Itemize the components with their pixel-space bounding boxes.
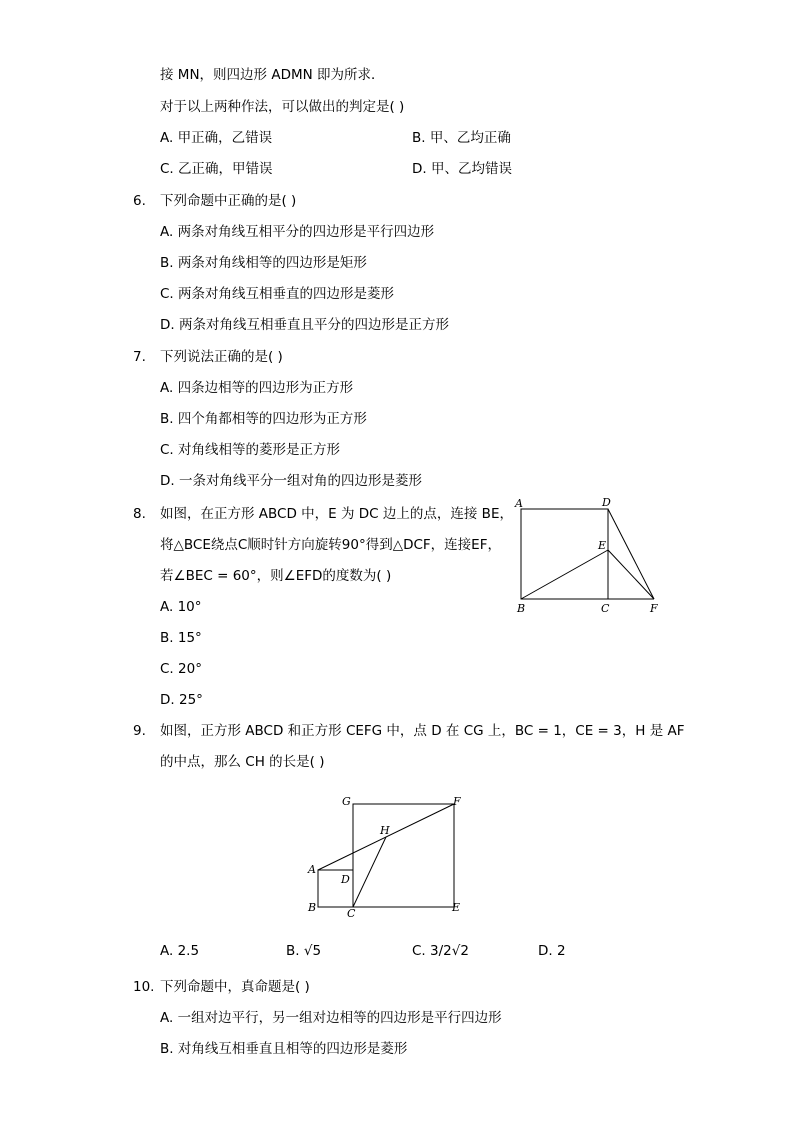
q7-option-a: A. 四条边相等的四边形为正方形 [160,380,354,396]
intro-line-2: 对于以上两种作法，可以做出的判定是( ) [160,99,405,115]
q9-option-b: B. √5 [286,943,322,959]
q10-number: 10. [133,979,155,995]
q7-stem: 下列说法正确的是( ) [160,349,283,365]
q9-label-h: H [380,824,390,837]
q9-figure [300,790,480,920]
intro-option-a: A. 甲正确，乙错误 [160,130,273,146]
q9-label-e: E [452,901,461,914]
q8-stem-1: 如图，在正方形 ABCD 中，E 为 DC 边上的点，连接 BE， [160,506,513,522]
q8-segment-be [521,550,608,599]
q9-label-b: B [308,901,317,914]
q6-option-c: C. 两条对角线互相垂直的四边形是菱形 [160,286,395,302]
q9-label-g: G [342,795,351,808]
q8-segment-ef [608,550,654,599]
q8-figure [512,495,672,620]
q8-stem-2: 将△BCE绕点C顺时针方向旋转90°得到△DCF，连接EF， [160,537,501,553]
q8-label-a: A [515,497,523,510]
q9-stem-2: 的中点，那么 CH 的长是( ) [160,754,325,770]
q8-option-b: B. 15° [160,630,202,646]
q8-option-c: C. 20° [160,661,202,677]
intro-line-1: 接 MN，则四边形 ADMN 即为所求． [160,67,385,83]
intro-option-b: B. 甲、乙均正确 [412,130,511,146]
q6-option-a: A. 两条对角线互相平分的四边形是平行四边形 [160,224,435,240]
q10-option-b: B. 对角线互相垂直且相等的四边形是菱形 [160,1041,408,1057]
q8-label-e: E [598,539,607,552]
intro-option-d: D. 甲、乙均错误 [412,161,512,177]
q8-segment-df [608,509,654,599]
q7-option-b: B. 四个角都相等的四边形为正方形 [160,411,367,427]
q6-option-b: B. 两条对角线相等的四边形是矩形 [160,255,367,271]
q6-option-d: D. 两条对角线互相垂直且平分的四边形是正方形 [160,317,449,333]
q6-number: 6. [133,193,146,209]
q8-square-abcd [521,509,608,599]
q9-square-cefg [353,804,454,907]
intro-option-c: C. 乙正确，甲错误 [160,161,273,177]
q9-segment-ch [353,837,386,907]
q8-stem-3: 若∠BEC = 60°，则∠EFD的度数为( ) [160,568,392,584]
q9-label-d: D [341,873,350,886]
q7-option-c: C. 对角线相等的菱形是正方形 [160,442,341,458]
q8-label-f: F [650,602,658,615]
q9-stem-1: 如图，正方形 ABCD 和正方形 CEFG 中，点 D 在 CG 上，BC = 1，CE = 3，H 是 AF [160,723,685,739]
q9-option-c: C. 3/2√2 [412,943,469,959]
q7-option-d: D. 一条对角线平分一组对角的四边形是菱形 [160,473,422,489]
q8-number: 8. [133,506,146,522]
q8-option-d: D. 25° [160,692,203,708]
q9-number: 9. [133,723,146,739]
q9-option-a: A. 2.5 [160,943,200,959]
q6-stem: 下列命题中正确的是( ) [160,193,297,209]
q9-label-f: F [453,795,461,808]
q7-number: 7. [133,349,146,365]
q8-label-c: C [601,602,610,615]
q9-option-d: D. 2 [538,943,566,959]
q8-label-b: B [517,602,526,615]
q9-label-c: C [347,907,356,920]
q8-label-d: D [602,496,611,509]
q10-stem: 下列命题中，真命题是( ) [160,979,310,995]
q8-option-a: A. 10° [160,599,202,615]
q10-option-a: A. 一组对边平行，另一组对边相等的四边形是平行四边形 [160,1010,502,1026]
q9-label-a: A [308,863,316,876]
